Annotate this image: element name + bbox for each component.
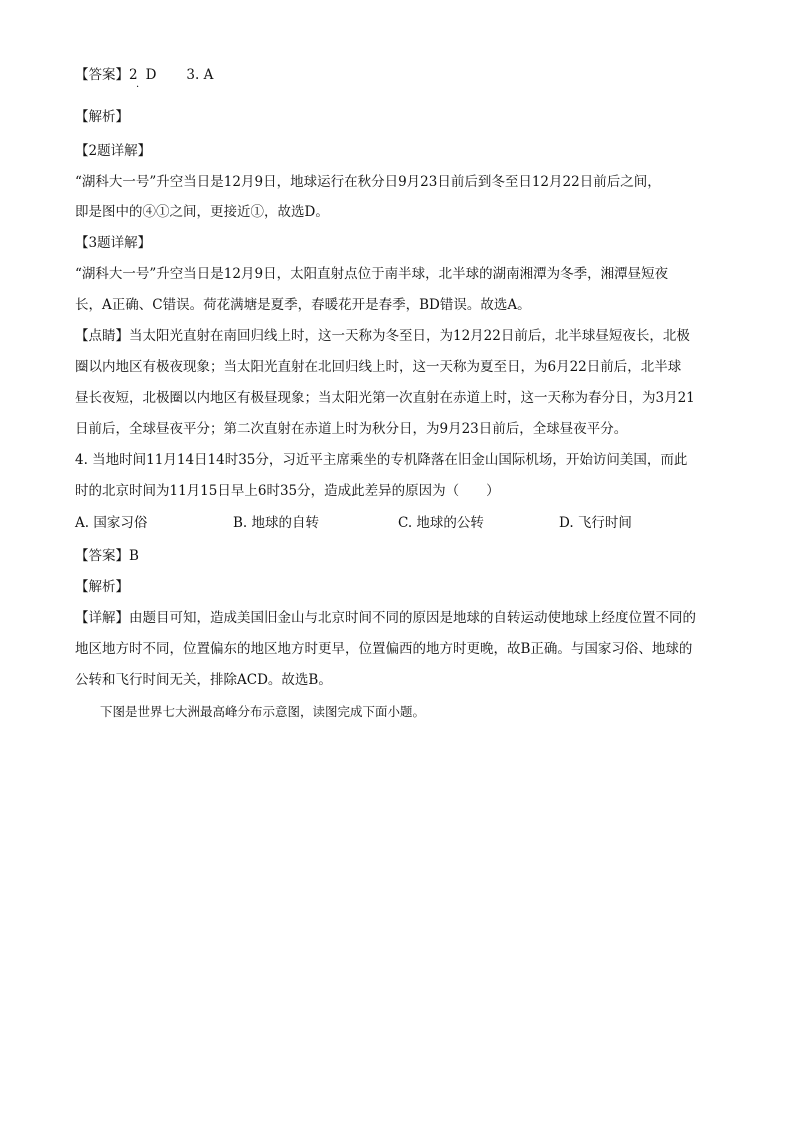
q3-detail-line-1: “湖科大一号”升空当日是12月9日，太阳直射点位于南半球，北半球的湖南湘潭为冬季，湘潭昼短夜 — [75, 266, 669, 282]
next-question-intro: 下图是世界七大洲最高峰分布示意图，读图完成下面小题。 — [100, 704, 426, 719]
q2-detail-heading: 【2题详解】 — [75, 143, 152, 159]
q4-option-a: A. 国家习俗 — [75, 515, 148, 531]
answer-label: 【答案】 — [75, 67, 129, 83]
q4-line-1: 4. 当地时间11月14日14时35分，习近平主席乘坐的专机降落在旧金山国际机场，开始访问美国，而此 — [75, 452, 688, 468]
q2-detail-line-2: 即是图中的④①之间，更接近①，故选D。 — [75, 204, 329, 220]
analysis-label-2: 【解析】 — [75, 579, 129, 595]
tip-line-3: 昼长夜短，北极圈以内地区有极昼现象；当太阳光第一次直射在赤道上时，这一天称为春分日，为3月21 — [75, 390, 695, 406]
decorative-dot: · — [136, 82, 140, 93]
q3-detail-line-2: 长，A正确、C错误。荷花满塘是夏季，春暖花开是春季，BD错误。故选A。 — [75, 297, 531, 313]
q4-option-c: C. 地球的公转 — [398, 515, 484, 531]
tip-line-2: 圈以内地区有极夜现象；当太阳光直射在北回归线上时，这一天称为夏至日，为6月22日前后，北半球 — [75, 359, 682, 375]
q3-detail-heading: 【3题详解】 — [75, 235, 152, 251]
q2-detail-line-1: “湖科大一号”升空当日是12月9日，地球运行在秋分日9月23日前后到冬至日12月22日前后之间， — [75, 174, 661, 190]
answer-line-2: 【答案】B — [75, 548, 139, 564]
analysis-label-1: 【解析】 — [75, 109, 129, 125]
answer-line-1 — [75, 66, 213, 84]
q4-option-b: B. 地球的自转 — [233, 515, 320, 531]
q4-detail-line-1: 【详解】由题目可知，造成美国旧金山与北京时间不同的原因是地球的自转运动使地球上经度位置不同的 — [75, 610, 696, 626]
q2-number: 2 — [129, 67, 138, 83]
q4-option-d: D. 飞行时间 — [559, 515, 632, 531]
tip-line-4: 日前后，全球昼夜平分；第二次直射在赤道上时为秋分日，为9月23日前后，全球昼夜平分。 — [75, 421, 628, 437]
q2-answer: D — [145, 67, 157, 83]
tip-line-1: 【点睛】当太阳光直射在南回归线上时，这一天称为冬至日，为12月22日前后，北半球昼短夜长，北极 — [75, 328, 690, 344]
q4-line-2: 时的北京时间为11月15日早上6时35分，造成此差异的原因为（ ） — [75, 483, 500, 499]
q3-answer: 3. A — [186, 67, 214, 83]
q4-detail-line-3: 公转和飞行时间无关，排除ACD。故选B。 — [75, 672, 332, 688]
q4-detail-line-2: 地区地方时不同，位置偏东的地区地方时更早，位置偏西的地方时更晚，故B正确。与国家习俗、地球的 — [75, 641, 693, 657]
